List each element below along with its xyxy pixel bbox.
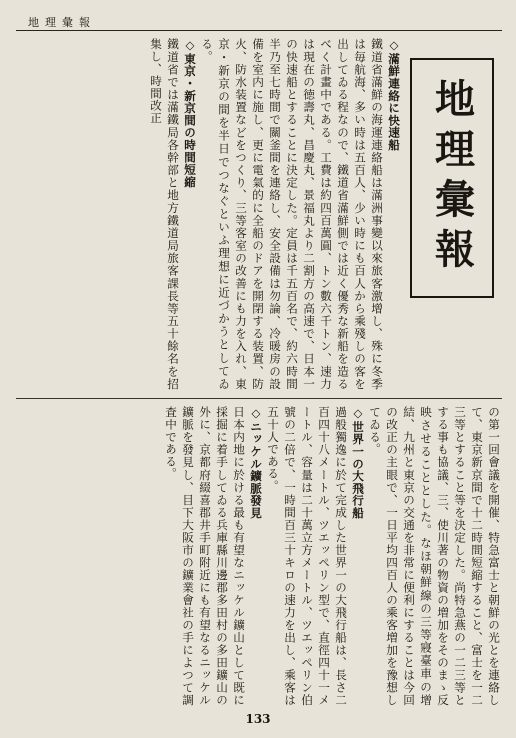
title-box — [410, 58, 494, 298]
page-title: 地理彙報 — [428, 78, 476, 278]
bottom-text-block — [16, 406, 502, 706]
section-heading: ◇ニッケル鑛脈發見 — [249, 406, 263, 520]
page-number: 133 — [245, 712, 271, 726]
section-heading: ◇滿鮮連絡に快速船 — [387, 38, 401, 152]
section-body: 鐵道省滿鮮の海運連絡船は滿洲事變以來旅客激增し、殊に冬季は毎航海、多い時は五百人、少い時にも百人から乘殘しの客を出してゐる程なので、鐵道省滿鮮側では近く優秀な新船を造るべく計畫中である。工費は約四百萬圓、トン數六千トン、速力は現在の徳壽丸、昌慶丸、景福丸より二割方の高速で、日本一の快速船とすることに決定した。定員は千五百名で、約六時間半乃至七時間で關釜間を連絡し、安全設備は勿論、冷暖房の設備を室内に施し、更に電氣的に全船のドアを開閉する装置、防火、防水装置などをつくり、三等客室の改善にも力を入れ、東京・新京の間を半日でつなぐといふ理想に近づかうとしてゐる。 — [200, 38, 384, 390]
section-heading: ◇東京・新京間の時間短縮 — [183, 38, 197, 188]
section-body: 鐵道省では滿鐵局各幹部と地方鐵道局旅客課長等五十餘名を招集し、時間改正 — [149, 38, 180, 390]
section-body: 過般獨逸に於て完成した世界一の大飛行船は、長さ二百四十八メートル、ツエッペリン型で、直徑四十一メートル、容量は二十萬立方メートル、ツエッペリン伯號の二倍で、一時間百三十キロの速力を出し、乘客は五十人である。 — [266, 406, 348, 706]
section-body: 日本内地に於ける最も有望なニッケル鑛山として既に採掘に着手してゐる兵庫縣川邊郡多田村の多田鑛山の外に、京都府綴喜郡井手町附近にも有望なるニッケル鑛脈を發見し、目下大阪市の鑛業會社の手によつて調査中である。 — [164, 406, 246, 706]
running-header: 地理彙報 — [28, 16, 96, 29]
header-rule — [16, 30, 502, 31]
top-text-block — [16, 38, 402, 390]
section-heading: ◇世界一の大飛行船 — [351, 406, 365, 520]
section-body: の第一回會議を開催、特急富士と朝鮮の光とを連絡して、東京新京間で十二時間短縮すること、富士を一二三等とすること等を決定した。尚特急燕の一二三等とする事も協議、三、使川著の物資の増加をそのまゝ反映させることとした。なほ朝鮮線の三等寢臺車の增結、九州と東京の交通を非常に便利にすることは今回の改正の主眼で、一日平均四百人の乘客増加を豫想してゐる。 — [368, 406, 501, 706]
middle-rule — [16, 398, 502, 399]
